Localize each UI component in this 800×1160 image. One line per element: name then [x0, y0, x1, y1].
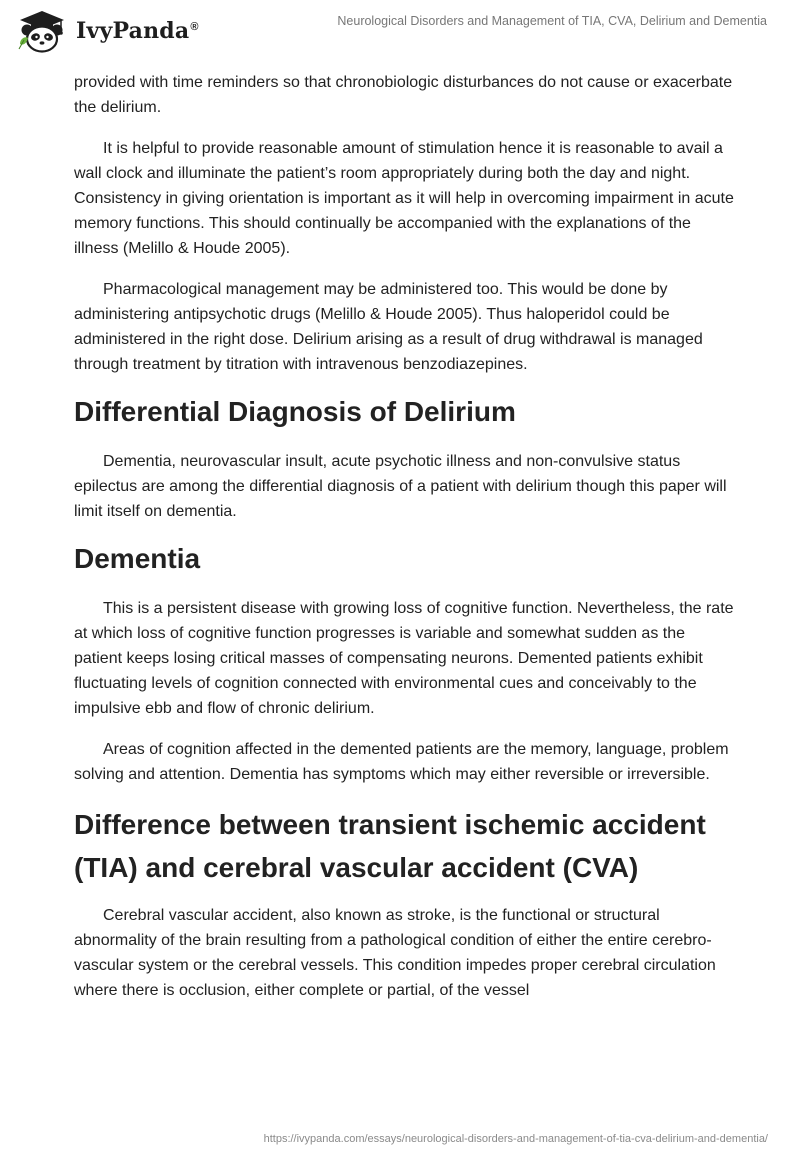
source-url[interactable]: https://ivypanda.com/essays/neurological-disorders-and-management-of-tia-cva-delirium-and-dementia/	[263, 1133, 768, 1145]
paragraph-stimulation: It is helpful to provide reasonable amount of stimulation hence it is reasonable to avail a wall clock and illuminate the patient’s room appropriately during both the day and night. Consistency in giving orientation is important as it will help in overcoming impairment in acute memory functions. This should continually be accompanied with the explanations of the illness (Melillo & Houde 2005).	[74, 140, 734, 257]
brand-name	[76, 18, 199, 44]
paragraph-pharmacological: Pharmacological management may be administered too. This would be done by administering antipsychotic drugs (Melillo & Houde 2005). Thus haloperidol could be administered in the right dose. Delirium arising as a result of drug withdrawal is managed through treatment by titration with intravenous benzodiazepines.	[74, 281, 703, 373]
document-title: Neurological Disorders and Management of TIA, CVA, Delirium and Dementia	[337, 14, 767, 28]
paragraph-differential: Dementia, neurovascular insult, acute psychotic illness and non-convulsive status epilectus are among the differential diagnosis of a patient with delirium though this paper will limit itself on dementia.	[74, 453, 727, 520]
heading-differential-diagnosis: Differential Diagnosis of Delirium	[74, 396, 516, 427]
essay-body	[74, 70, 734, 1019]
brand-text: IvyPanda	[76, 18, 190, 44]
panda-graduate-icon	[14, 8, 70, 54]
heading-dementia: Dementia	[74, 543, 201, 574]
paragraph-dementia-definition: This is a persistent disease with growing loss of cognitive function. Nevertheless, the rate at which loss of cognitive function progresses is variable and somewhat sudden as the patient keeps losing critical masses of compensating neurons. Demented patients exhibit fluctuating levels of cognition connected with environmental cues and conceivably to the impulsive ebb and flow of chronic delirium.	[74, 600, 734, 717]
ivypanda-logo[interactable]	[14, 8, 199, 54]
paragraph-cva-definition: Cerebral vascular accident, also known as stroke, is the functional or structural abnormality of the brain resulting from a pathological condition of either the entire cerebro-vascular system or the cerebral vessels. This condition impedes proper cerebral circulation where there is occlusion, either complete or partial, of the vessel	[74, 907, 716, 999]
paragraph-continued: provided with time reminders so that chronobiologic disturbances do not cause or exacerbate the delirium.	[74, 74, 733, 116]
heading-tia-vs-cva: Difference between transient ischemic accident (TIA) and cerebral vascular accident (CVA)	[74, 809, 706, 883]
registered-mark: ®	[190, 20, 199, 33]
paragraph-dementia-areas: Areas of cognition affected in the demented patients are the memory, language, problem solving and attention. Dementia has symptoms which may either reversible or irreversible.	[74, 741, 729, 783]
page-header	[0, 0, 800, 62]
